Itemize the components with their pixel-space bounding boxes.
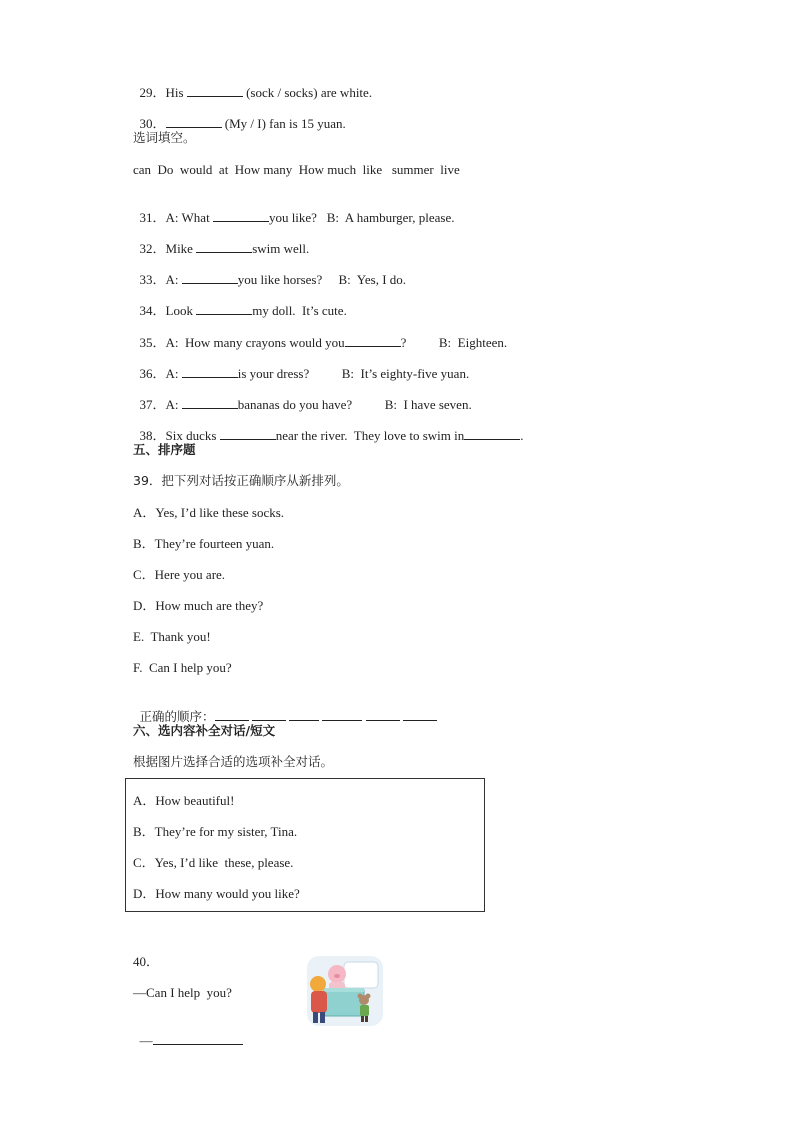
question-text: Mike [165,241,193,256]
counter [324,990,364,1016]
question-40-number: 40． [133,954,160,969]
answer-blank[interactable] [215,708,249,721]
answer-blank[interactable] [220,427,276,440]
question-text: swim well. [252,241,310,256]
window [344,962,378,988]
answer-blank[interactable] [322,708,362,721]
question-text: you like? B: A hamburger, please. [268,210,455,225]
dash: — [139,1033,153,1048]
answer-blank[interactable] [182,365,238,378]
question-31 [133,193,454,226]
answer-blank[interactable] [366,708,400,721]
question-number: 29． [139,85,166,100]
question-text: Look [165,303,193,318]
answer-blank[interactable] [289,708,319,721]
question-text: A: What [165,210,210,225]
option-e: E. Thank you! [133,629,211,644]
section-instruction: 根据图片选择合适的选项补全对话。 [133,754,334,769]
answer-blank[interactable] [153,1032,243,1045]
question-number: 33． [139,272,166,287]
question-number: 38． [139,428,166,443]
option-b: B．They’re for my sister, Tina. [133,824,298,839]
answer-blank[interactable] [187,84,243,97]
question-text: is your dress? B: It’s eighty-five yuan. [237,366,470,381]
question-32 [133,224,309,257]
child-body [360,1005,369,1016]
option-c: C．Here you are. [133,567,226,582]
question-text: (My / I) fan is 15 yuan. [224,116,346,131]
option-d: D．How many would you like? [133,886,300,901]
dialogue-line-2 [133,1016,243,1049]
answer-blank[interactable] [252,708,286,721]
option-c: C．Yes, I’d like these, please. [133,855,294,870]
question-number: 37． [139,397,166,412]
question-text: (sock / socks) are white. [246,85,373,100]
question-text: you like horses? B: Yes, I do. [237,272,407,287]
question-30 [133,99,346,132]
order-answer-row [133,692,437,725]
customer-head [310,976,326,992]
order-answer-label: 正确的顺序： [139,709,215,724]
options-box [125,778,485,912]
section-title-ordering: 五、排序题 [133,442,196,457]
dialogue-line-1: —Can I help you? [133,985,232,1000]
question-text: A: [165,397,179,412]
question-number: 34． [139,303,166,318]
question-39-title: 39．把下列对话按正确顺序从新排列。 [133,473,349,488]
option-a: A．Yes, I’d like these socks. [133,505,285,520]
option-f: F. Can I help you? [133,660,232,675]
question-text: His [165,85,184,100]
question-text: A: [165,272,179,287]
answer-blank[interactable] [166,115,222,128]
answer-blank[interactable] [213,209,269,222]
question-34 [133,286,347,319]
question-number: 35． [139,335,166,350]
option-a: A．How beautiful! [133,793,235,808]
question-text: bananas do you have? B: I have seven. [237,397,472,412]
question-35 [133,318,507,351]
question-text: ? B: Eighteen. [400,335,508,350]
answer-blank[interactable] [196,240,252,253]
answer-blank[interactable] [182,271,238,284]
shop-scene-illustration [304,954,384,1028]
answer-blank[interactable] [196,302,252,315]
question-number: 30． [139,116,166,131]
answer-blank[interactable] [182,396,238,409]
section-title-complete-dialogue: 六、选内容补全对话/短文 [133,723,276,738]
option-d: D．How much are they? [133,598,264,613]
answer-blank[interactable] [464,427,520,440]
customer-body [311,991,327,1013]
question-36 [133,349,469,382]
question-text: Six ducks [165,428,217,443]
answer-blank[interactable] [403,708,437,721]
question-text: . [520,428,524,443]
question-38 [133,411,524,444]
question-number: 31． [139,210,166,225]
question-text: near the river. They love to swim in [275,428,465,443]
question-37 [133,380,472,413]
question-number: 32． [139,241,166,256]
question-29 [133,68,372,101]
question-text: A: [165,366,179,381]
question-33 [133,255,406,288]
question-text: my doll. It’s cute. [252,303,347,318]
question-text: A: How many crayons would you [165,335,345,350]
section-title-choose-words: 选词填空。 [133,130,196,145]
option-b: B．They’re fourteen yuan. [133,536,275,551]
word-bank: can Do would at How many How much like summer live [133,162,460,177]
question-number: 36． [139,366,166,381]
answer-blank[interactable] [345,334,401,347]
